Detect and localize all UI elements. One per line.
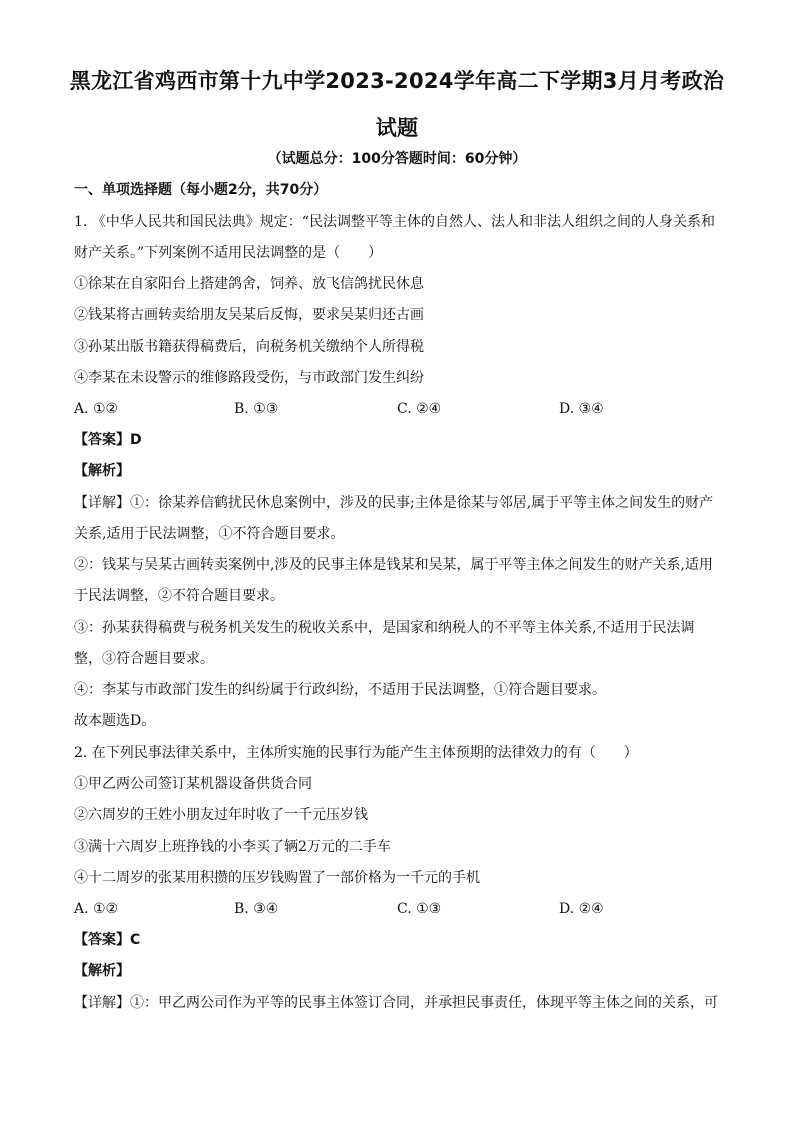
q1-option-b: B. ①③ (234, 401, 279, 417)
q2-item-3: ③满十六周岁上班挣钱的小李买了辆2万元的二手车 (74, 839, 391, 855)
q1-stem-line-2: 财产关系。”下列案例不适用民法调整的是（ ） (74, 245, 383, 261)
q1-option-d: D. ③④ (559, 401, 604, 417)
document-title-line-2: 试题 (375, 116, 419, 140)
q1-detail-line-7: ④：李某与市政部门发生的纠纷属于行政纠纷，不适用于民法调整，①符合题目要求。 (74, 682, 606, 698)
q1-answer: 【答案】D (74, 432, 142, 448)
q1-item-2: ②钱某将古画转卖给朋友吴某后反悔，要求吴某归还古画 (74, 307, 424, 323)
q2-item-4: ④十二周岁的张某用积攒的压岁钱购置了一部价格为一千元的手机 (74, 870, 480, 886)
q1-stem-line-1: 1. 《中华人民共和国民法典》规定：“民法调整平等主体的自然人、法人和非法人组织之间的人身关系和 (74, 214, 715, 230)
exam-info: （试题总分：100分答题时间：60分钟） (267, 151, 527, 167)
q1-detail-line-8: 故本题选D。 (74, 713, 156, 729)
q2-option-b: B. ③④ (234, 901, 279, 917)
q2-item-2: ②六周岁的王姓小朋友过年时收了一千元压岁钱 (74, 807, 368, 823)
q2-stem: 2. 在下列民事法律关系中，主体所实施的民事行为能产生主体预期的法律效力的有（ ） (74, 745, 638, 761)
q1-option-a: A. ①② (74, 401, 119, 417)
section-heading: 一、单项选择题（每小题2分，共70分） (74, 182, 328, 198)
q2-item-1: ①甲乙两公司签订某机器设备供货合同 (74, 776, 312, 792)
q1-option-c: C. ②④ (397, 401, 442, 417)
q1-item-1: ①徐某在自家阳台上搭建鸽舍，饲养、放飞信鸽扰民休息 (74, 276, 424, 292)
q2-detail-line-1: 【详解】①：甲乙两公司作为平等的民事主体签订合同，并承担民事责任，体现平等主体之间的关系，可 (74, 995, 718, 1011)
q1-detail-line-1: 【详解】①：徐某养信鹤扰民休息案例中，涉及的民事;主体是徐某与邻居,属于平等主体之间发生的财产 (74, 495, 714, 511)
q2-analysis-label: 【解析】 (74, 963, 130, 979)
q1-detail-line-4: 于民法调整，②不符合题目要求。 (74, 588, 284, 604)
q2-answer: 【答案】C (74, 932, 141, 948)
document-title-line-1: 黑龙江省鸡西市第十九中学2023-2024学年高二下学期3月月考政治 (69, 69, 725, 93)
q1-item-3: ③孙某出版书籍获得稿费后，向税务机关缴纳个人所得税 (74, 339, 424, 355)
q2-option-a: A. ①② (74, 901, 119, 917)
q1-analysis-label: 【解析】 (74, 463, 130, 479)
q1-detail-line-6: 整，③符合题目要求。 (74, 651, 214, 667)
q1-detail-line-5: ③：孙某获得稿费与税务机关发生的税收关系中，是国家和纳税人的不平等主体关系,不适用于民法调 (74, 620, 695, 636)
q1-detail-line-2: 关系,适用于民法调整，①不符合题目要求。 (74, 526, 345, 542)
q1-item-4: ④李某在未设警示的维修路段受伤，与市政部门发生纠纷 (74, 370, 424, 386)
q1-detail-line-3: ②：钱某与吴某古画转卖案例中,涉及的民事主体是钱某和吴某，属于平等主体之间发生的财产关系,适用 (74, 557, 713, 573)
q2-option-c: C. ①③ (397, 901, 442, 917)
q2-option-d: D. ②④ (559, 901, 604, 917)
